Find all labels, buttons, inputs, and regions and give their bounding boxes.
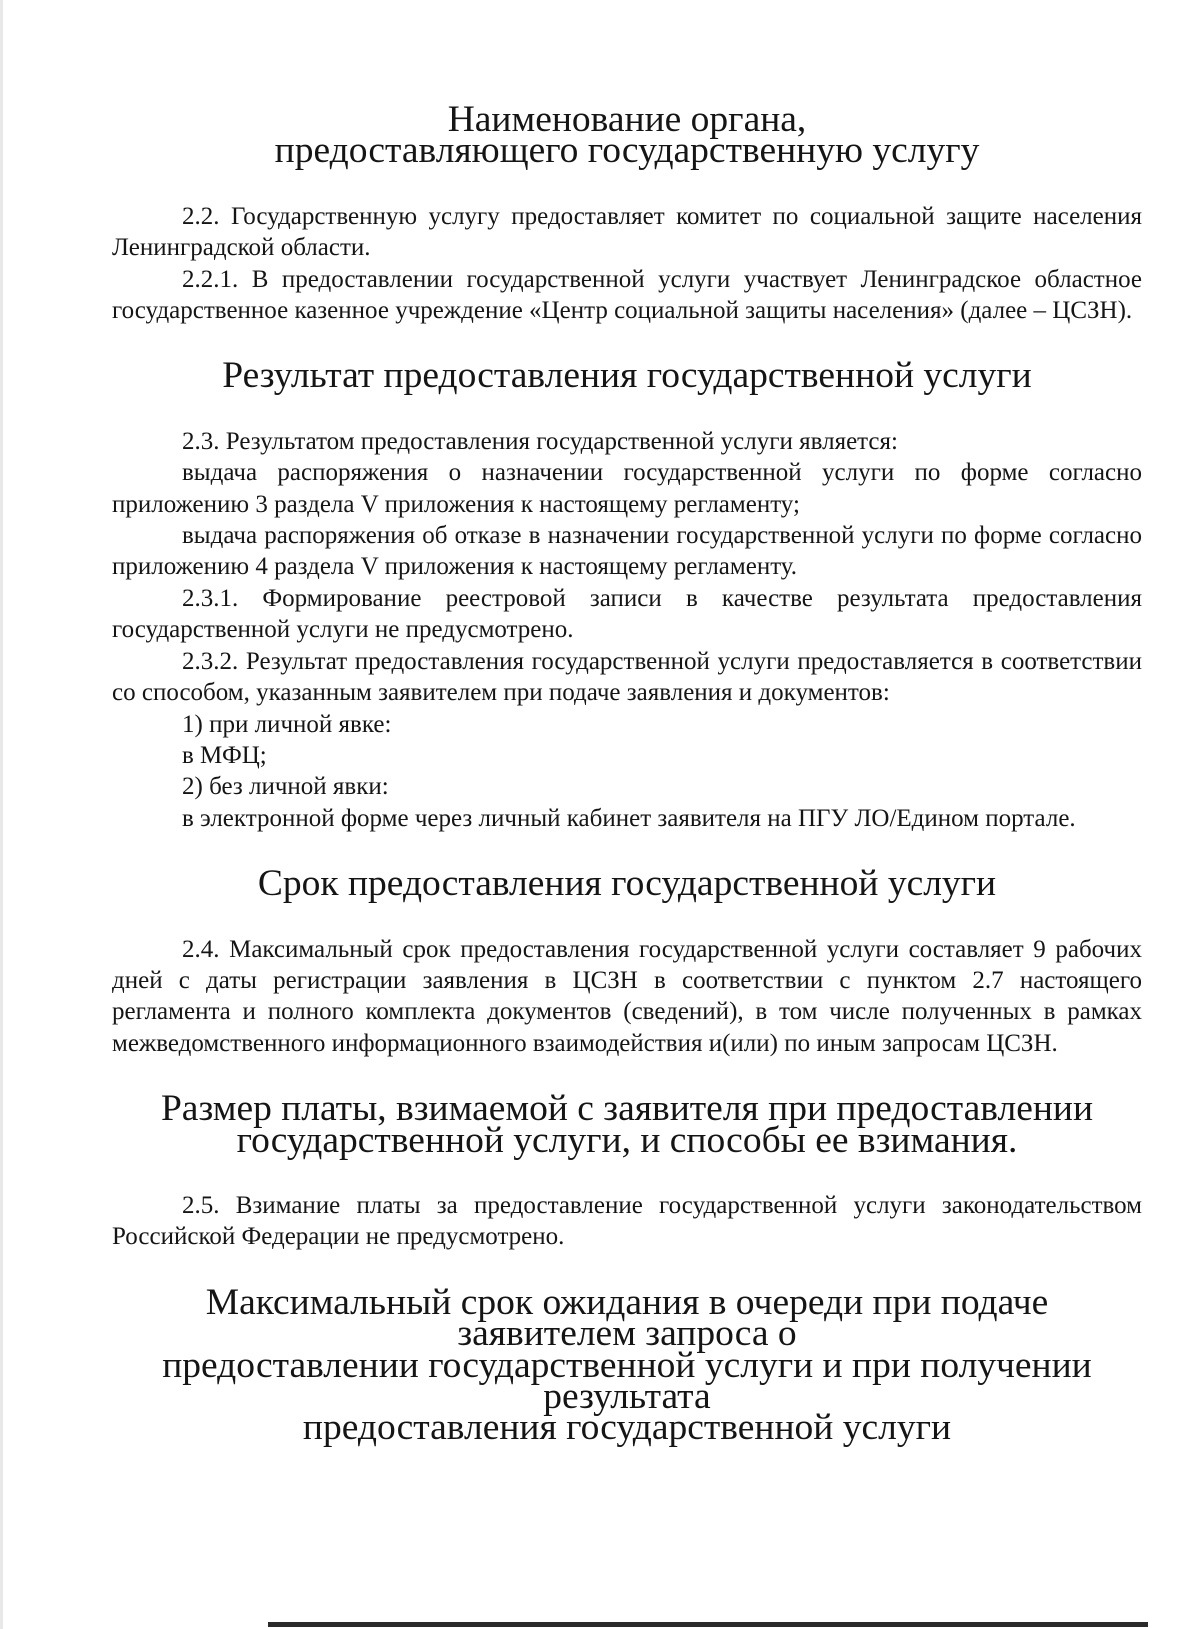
section-heading-result — [112, 355, 1142, 397]
heading-line: предоставления государственной услуги — [302, 1407, 952, 1449]
paragraph-no-visit: 2) без личной явки: — [182, 773, 389, 801]
scan-bottom-line — [268, 1622, 1148, 1627]
heading-line: предоставляющего государственную услугу — [274, 130, 980, 172]
heading-line: Результат предоставления государственной услуги — [222, 355, 1032, 397]
heading-line: Наименование органа, — [447, 99, 807, 140]
section-heading-authority — [112, 99, 1142, 172]
paragraph-mfc: в МФЦ; — [182, 741, 267, 769]
heading-line: Максимальный срок ожидания в очереди при подаче заявителем запроса о — [205, 1281, 1049, 1355]
heading-line: государственной услуги, и способы ее взимания. — [236, 1119, 1018, 1161]
paragraph-2-5: 2.5. Взимание платы за предоставление государственной услуги законодательством Российской Федерации не предусмотрено. — [112, 1191, 1142, 1251]
paragraph-2-4: 2.4. Максимальный срок предоставления государственной услуги составляет 9 рабочих дней с даты регистрации заявления в ЦСЗН в соответствии с пунктом 2.7 настоящего регламента и полного комплекта документов (сведений), в том числе полученных в рамках межведомственного информационного взаимодействия и(или) по иным запросам ЦСЗН. — [112, 935, 1142, 1057]
paragraph-personal-visit: 1) при личной явке: — [182, 710, 392, 738]
paragraph-2-2-1: 2.2.1. В предоставлении государственной услуги участвует Ленинградское областное государственное казенное учреждение «Центр социальной защиты населения» (далее – ЦСЗН). — [112, 265, 1142, 325]
heading-line: Размер платы, взимаемой с заявителя при предоставлении — [160, 1088, 1094, 1130]
paragraph-result-grant: выдача распоряжения о назначении государственной услуги по форме согласно приложению 3 раздела V приложения к настоящему регламенту; — [112, 459, 1142, 518]
section-heading-fee — [112, 1088, 1142, 1161]
paragraph-2-3-1: 2.3.1. Формирование реестровой записи в качестве результата предоставления государственной услуги не предусмотрено. — [112, 584, 1142, 644]
paragraph-electronic: в электронной форме через личный кабинет заявителя на ПГУ ЛО/Едином портале. — [182, 804, 1076, 832]
section-heading-queue — [112, 1281, 1142, 1449]
paragraph-2-3-2: 2.3.2. Результат предоставления государственной услуги предоставляется в соответствии со способом, указанным заявителем при подаче заявления и документов: — [112, 647, 1142, 707]
document-body — [112, 99, 1142, 1449]
paragraph-2-3: 2.3. Результатом предоставления государственной услуги является: — [182, 427, 898, 455]
scan-edge — [0, 0, 3, 1629]
paragraph-result-refusal: выдача распоряжения об отказе в назначении государственной услуги по форме согласно приложению 4 раздела V приложения к настоящему регламенту. — [112, 522, 1142, 581]
section-heading-term — [112, 863, 1142, 905]
paragraph-2-2: 2.2. Государственную услугу предоставляет комитет по социальной защите населения Ленинградской области. — [112, 202, 1142, 262]
heading-line: Срок предоставления государственной услуги — [257, 863, 997, 905]
heading-line: предоставлении государственной услуги и при получении результата — [162, 1344, 1092, 1417]
